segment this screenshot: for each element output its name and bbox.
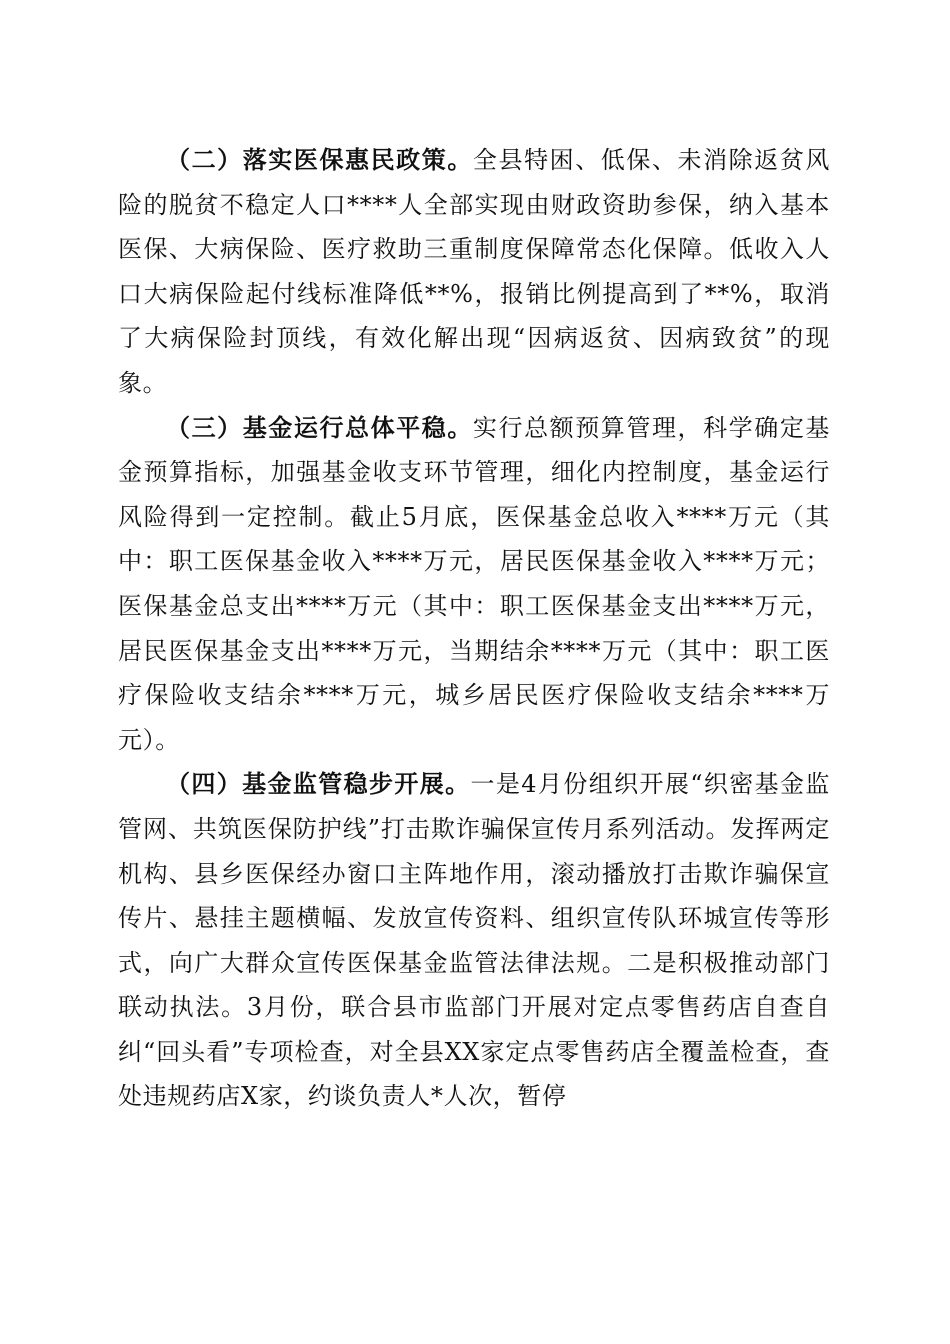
paragraph-text: 一是4月份组织开展“织密基金监管网、共筑医保防护线”打击欺诈骗保宣传月系列活动。发挥两定机构、县乡医保经办窗口主阵地作用，滚动播放打击欺诈骗保宣传片、悬挂主题横幅、发放宣传资料、组织宣传队环城宣传等形式，向广大群众宣传医保基金监管法律法规。二是积极推动部门联动执法。3月份，联合县市监部门开展对定点零售药店自查自纠“回头看”专项检查，对全县XX家定点零售药店全覆盖检查，查处违规药店X家，约谈负责人*人次，暂停 (118, 770, 830, 1111)
paragraph-heading: （四）基金监管稳步开展。 (166, 770, 471, 799)
paragraph-text: 实行总额预算管理，科学确定基金预算指标，加强基金收支环节管理，细化内控制度，基金运行风险得到一定控制。截止5月底，医保基金总收入****万元（其中：职工医保基金收入****万元，居民医保基金收入****万元；医保基金总支出****万元（其中：职工医保基金支出****万元，居民医保基金支出****万元，当期结余****万元（其中：职工医疗保险收支结余****万元，城乡居民医疗保险收支结余****万元）。 (118, 413, 831, 754)
paragraph-heading: （三）基金运行总体平稳。 (166, 413, 473, 442)
paragraph-heading: （二）落实医保惠民政策。 (166, 146, 473, 174)
paragraph-fund-supervision (118, 762, 830, 1119)
paragraph-text: 全县特困、低保、未消除返贫风险的脱贫不稳定人口****人全部实现由财政资助参保，纳入基本医保、大病保险、医疗救助三重制度保障常态化保障。低收入人口大病保险起付线标准降低**%，报销比例提高到了**%，取消了大病保险封顶线，有效化解出现“因病返贫、因病致贫”的现象。 (118, 146, 831, 397)
paragraph-medical-insurance-policy (118, 138, 830, 406)
paragraph-fund-operation (118, 406, 830, 763)
document-body (118, 138, 830, 1119)
